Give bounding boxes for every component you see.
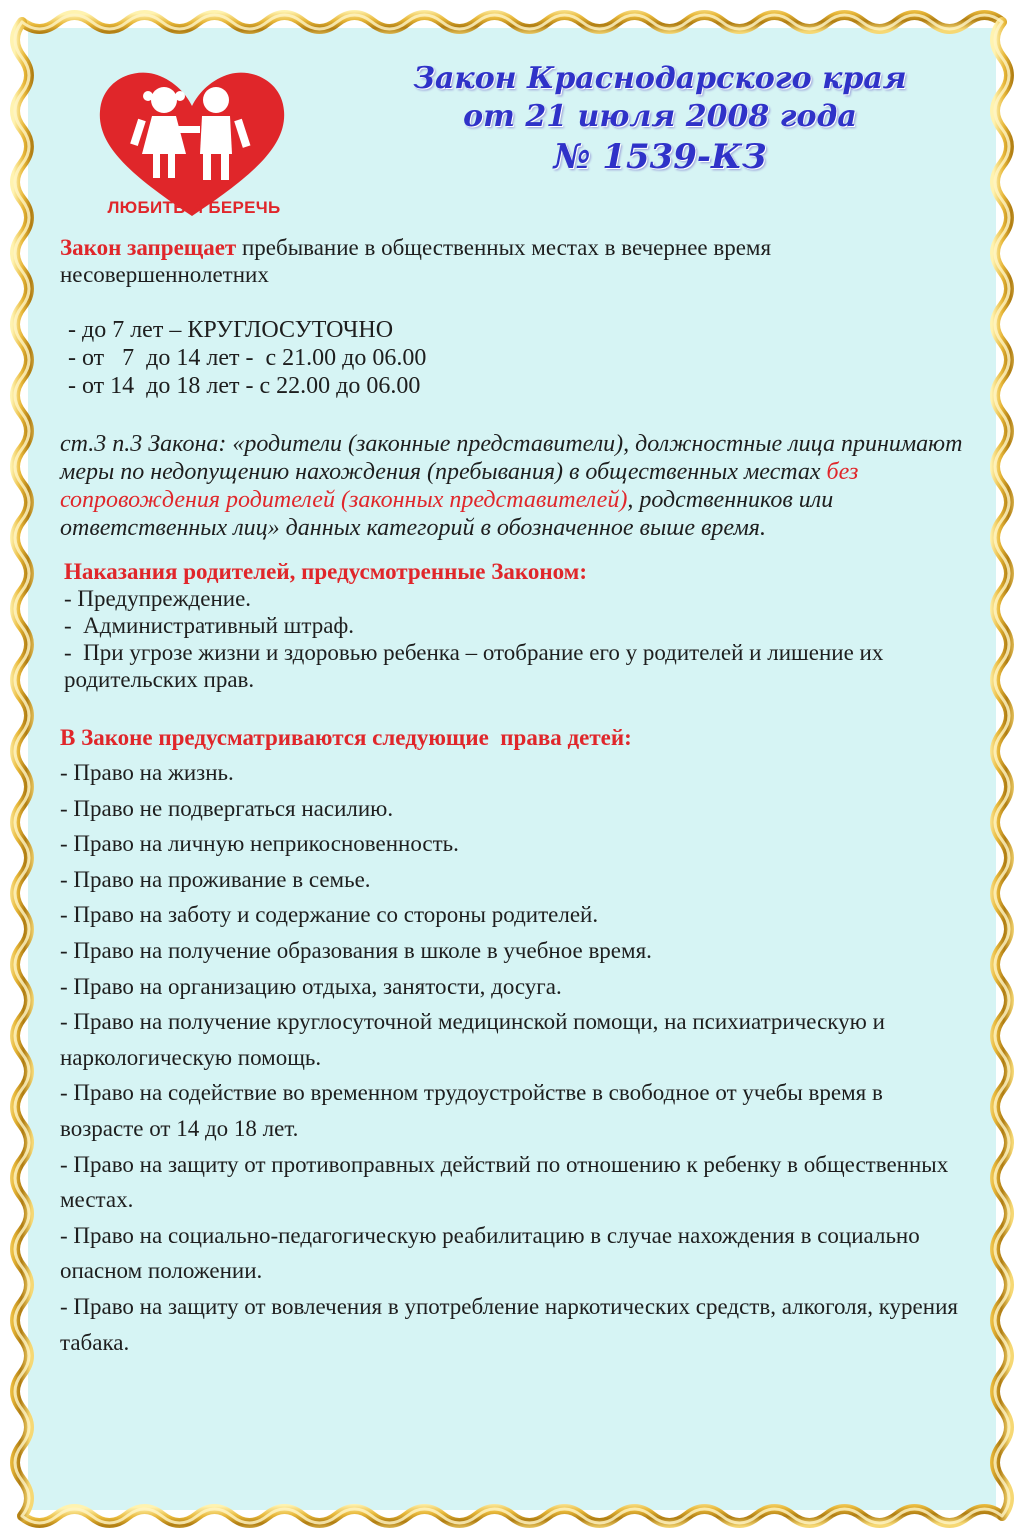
- right-item: - Право на заботу и содержание со стороны родителей.: [60, 902, 599, 928]
- penalties-heading: Наказания родителей, предусмотренные Законом:: [64, 559, 587, 584]
- right-item: - Право на организацию отдыха, занятости, досуга.: [60, 973, 562, 999]
- intro-text: пребывание в общественных местах в вечернее время несовершеннолетних: [60, 235, 772, 287]
- document-body: [60, 234, 970, 1360]
- law-article-quote: [60, 430, 970, 542]
- article-highlight: без сопровождения родителей (законных представителей): [60, 459, 859, 513]
- right-item: - Право не подвергаться насилию.: [60, 795, 394, 821]
- penalty-item: - Административный штраф.: [64, 613, 355, 638]
- right-item: - Право на защиту от противоправных действий по отношению к ребенку в общественных местах.: [60, 1151, 949, 1213]
- penalty-item: - Предупреждение.: [64, 586, 252, 611]
- right-item: - Право на получение круглосуточной медицинской помощи, на психиатрическую и наркологическую помощь.: [60, 1009, 885, 1070]
- right-item: - Право на жизнь.: [60, 760, 234, 785]
- right-item: - Право на проживание в семье.: [60, 866, 371, 892]
- right-item: - Право на получение образования в школе в учебное время.: [60, 937, 652, 963]
- rights-heading: В Законе предусматриваются следующие права детей:: [60, 725, 632, 750]
- age-item: - до 7 лет – КРУГЛОСУТОЧНО: [68, 317, 394, 343]
- intro-lead: Закон запрещает: [60, 235, 237, 260]
- penalty-item: - При угрозе жизни и здоровью ребенка – отобрание его у родителей и лишение их родительских прав.: [64, 640, 890, 692]
- right-item: - Право на содействие во временном трудоустройстве в свободное от учебы время в возрасте от 14 до 18 лет.: [60, 1080, 883, 1141]
- title-line-1: Закон Краснодарского края: [413, 61, 907, 96]
- age-item: - от 14 до 18 лет - с 22.00 до 06.00: [68, 373, 421, 399]
- rights-list: [60, 755, 970, 1360]
- title-line-3: № 1539-КЗ: [553, 137, 767, 178]
- intro-paragraph: [60, 234, 970, 288]
- penalties-list: [60, 585, 970, 693]
- article-part-1: ст.3 п.3 Закона: «родители (законные представители), должностные лица принимают меры по недопущению нахождения (пребывания) в общественных местах: [60, 431, 963, 485]
- title-line-2: от 21 июля 2008 года: [463, 99, 857, 135]
- age-item: - от 7 до 14 лет - с 21.00 до 06.00: [68, 345, 427, 371]
- logo-caption: ЛЮБИТЬ И БЕРЕЧЬ: [107, 198, 281, 217]
- article-part-2: , родственников или ответственных лиц» данных категорий в обозначенное выше время.: [60, 487, 834, 541]
- right-item: - Право на защиту от вовлечения в употребление наркотических средств, алкоголя, курения табака.: [60, 1293, 958, 1355]
- page-title: [330, 60, 990, 179]
- right-item: - Право на личную неприкосновенность.: [60, 831, 459, 857]
- age-restrictions: [60, 316, 970, 400]
- right-item: - Право на социально-педагогическую реабилитацию в случае нахождения в социально опасном положении.: [60, 1222, 920, 1284]
